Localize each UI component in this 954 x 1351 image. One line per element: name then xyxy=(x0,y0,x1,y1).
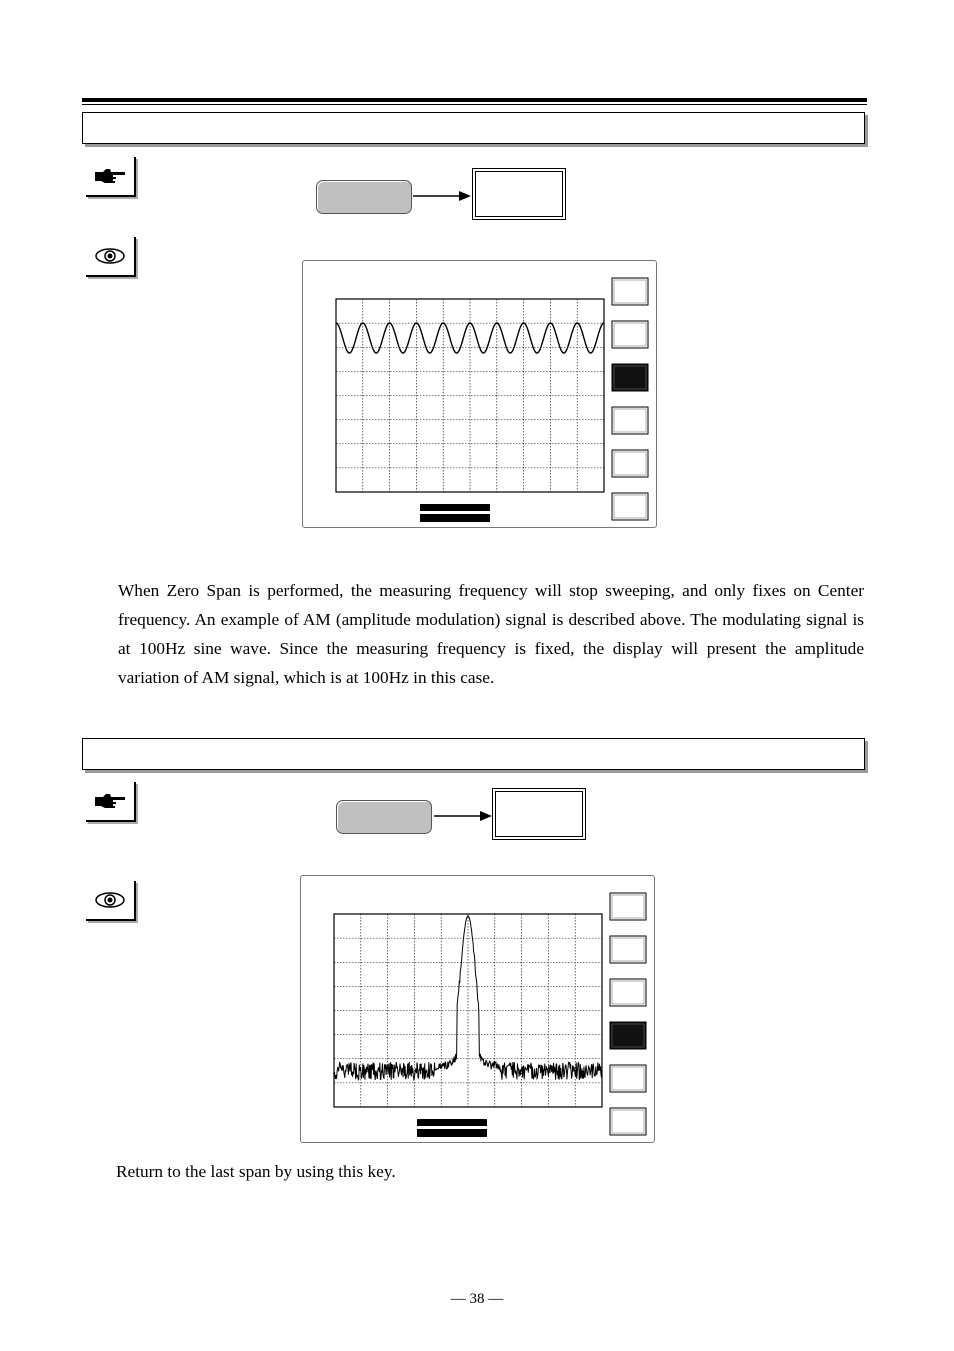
pointing-hand-icon xyxy=(93,791,127,811)
header-rule-thick xyxy=(82,98,867,102)
screen-softkey xyxy=(610,936,646,963)
screen-softkey xyxy=(610,1108,646,1135)
screen-status-bar-bottom xyxy=(417,1129,487,1137)
screen-softkey xyxy=(612,364,648,391)
screen-softkey xyxy=(612,321,648,348)
screen-softkey xyxy=(612,450,648,477)
last-span-screen xyxy=(300,875,655,1143)
zero-span-plot xyxy=(303,261,656,527)
arrow-right-icon xyxy=(411,188,473,204)
screen-status-bar-bottom xyxy=(420,514,490,522)
screen-softkey xyxy=(610,1065,646,1092)
screen-softkey xyxy=(612,278,648,305)
last-span-hardkey[interactable] xyxy=(336,800,432,834)
last-span-plot xyxy=(301,876,654,1142)
screen-status-bar-top xyxy=(420,504,490,511)
screen-softkey xyxy=(610,1022,646,1049)
display-icon-box xyxy=(86,237,136,277)
zero-span-description: When Zero Span is performed, the measuring frequency will stop sweeping, and only fixes on Center frequency. An example of AM (amplitude modulation) signal is described above. The modulating signal is at 100Hz sine wave. Since the measuring frequency is fixed, the display will present the amplitude variation of AM signal, which is at 100Hz in this case. xyxy=(118,581,864,687)
procedure-icon-box-2 xyxy=(86,782,136,822)
pointing-hand-icon xyxy=(93,166,127,186)
screen-softkey xyxy=(612,407,648,434)
section-title-bar-zero-span xyxy=(82,112,865,144)
section-title-bar-last-span xyxy=(82,738,865,770)
last-span-softkey[interactable] xyxy=(492,788,586,840)
screen-status-bar-top xyxy=(417,1119,487,1126)
display-icon-box-2 xyxy=(86,881,136,921)
zero-span-grid xyxy=(336,299,604,492)
screen-softkey xyxy=(610,893,646,920)
eye-icon xyxy=(93,246,127,266)
procedure-icon-box xyxy=(86,157,136,197)
last-span-description: Return to the last span by using this key. xyxy=(116,1162,396,1181)
eye-icon xyxy=(93,890,127,910)
screen-softkey xyxy=(610,979,646,1006)
screen-softkey xyxy=(612,493,648,520)
arrow-right-icon xyxy=(432,808,494,824)
zero-span-hardkey[interactable] xyxy=(316,180,412,214)
page-number: — 38 — xyxy=(450,1291,504,1307)
header-rule-thin xyxy=(82,104,867,105)
zero-span-softkey[interactable] xyxy=(472,168,566,220)
zero-span-screen xyxy=(302,260,657,528)
